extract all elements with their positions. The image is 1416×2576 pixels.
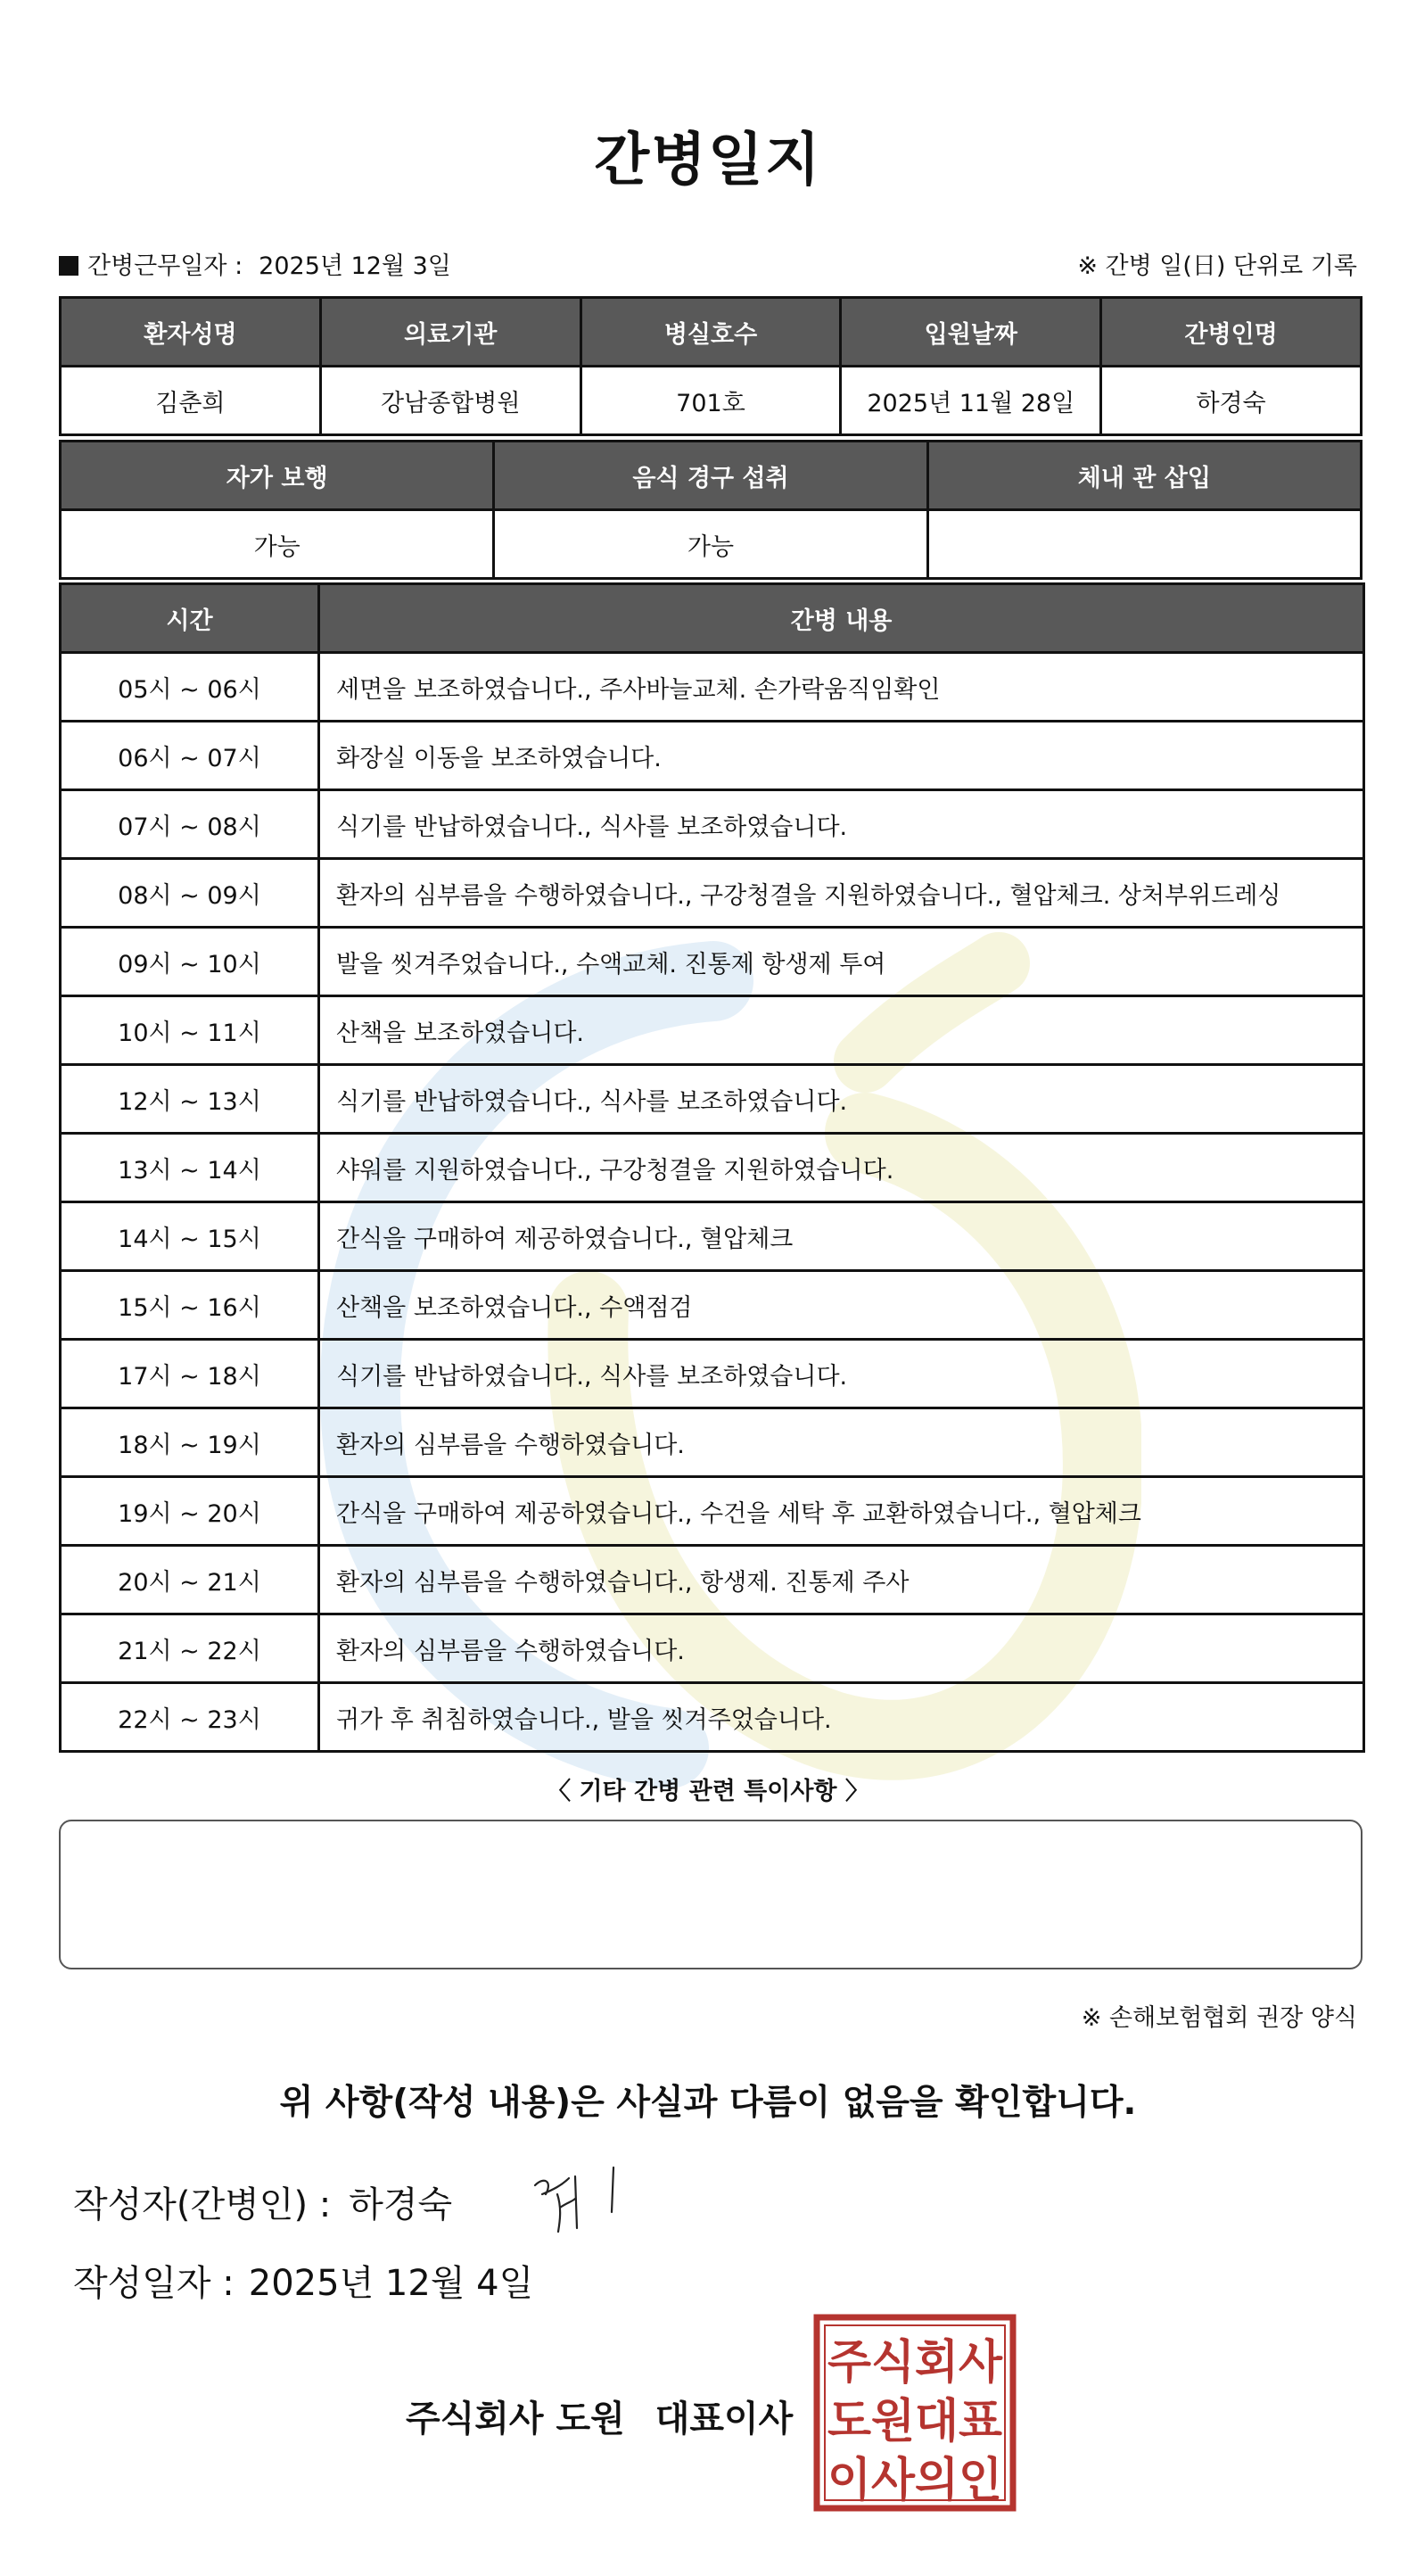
care-log-content: 산책을 보조하였습니다., 수액점검: [319, 1271, 1364, 1340]
care-log-row: [61, 1408, 1364, 1477]
work-date-label: 간병근무일자 :: [87, 252, 243, 280]
work-date: [59, 246, 451, 281]
care-log-time: 14시 ~ 15시: [61, 1202, 319, 1271]
document-title: 간병일지: [594, 128, 822, 194]
care-log-row: [61, 996, 1364, 1065]
care-log-content: 귀가 후 취침하였습니다., 발을 씻겨주었습니다.: [319, 1683, 1364, 1752]
seal-text-line: 이사의인: [827, 2454, 1002, 2507]
care-log-content: 식기를 반납하였습니다., 식사를 보조하였습니다.: [319, 1065, 1364, 1134]
care-log-time: 22시 ~ 23시: [61, 1683, 319, 1752]
care-log-time: 09시 ~ 10시: [61, 928, 319, 996]
care-log-content: 환자의 심부름을 수행하였습니다., 구강청결을 지원하였습니다., 혈압체크. 상처부위드레싱: [319, 859, 1364, 928]
header-care-content: 간병 내용: [319, 584, 1364, 653]
written-date-label: 작성일자 :: [73, 2263, 235, 2304]
record-unit-note: ※ 간병 일(日) 단위로 기록: [1077, 252, 1357, 280]
care-log-row: [61, 928, 1364, 996]
form-note: ※ 손해보험협회 권장 양식: [1081, 2004, 1357, 2032]
company-line: [406, 2390, 793, 2441]
care-log-content: 발을 씻겨주었습니다., 수액교체. 진통제 항생제 투여: [319, 928, 1364, 996]
care-log-row: [61, 1340, 1364, 1408]
care-log-content: 환자의 심부름을 수행하였습니다., 항생제. 진통제 주사: [319, 1546, 1364, 1614]
company-role: 대표이사: [654, 2398, 794, 2440]
care-log-time: 20시 ~ 21시: [61, 1546, 319, 1614]
patient-name: 김춘희: [61, 367, 321, 435]
care-log-row: [61, 1202, 1364, 1271]
care-log-body: [61, 653, 1364, 1752]
header-tube-insertion: 체내 관 삽입: [927, 442, 1361, 510]
care-log-row: [61, 1271, 1364, 1340]
patient-info-header-row: [61, 298, 1362, 367]
company-seal-icon: [813, 2314, 1017, 2512]
self-walking-value: 가능: [61, 510, 494, 579]
handwritten-signature-icon: [526, 2159, 642, 2239]
author-line: [73, 2176, 452, 2227]
black-square-icon: [59, 256, 78, 276]
care-log-content: 샤워를 지원하였습니다., 구강청결을 지원하였습니다.: [319, 1134, 1364, 1202]
care-log-time: 17시 ~ 18시: [61, 1340, 319, 1408]
header-self-walking: 자가 보행: [61, 442, 494, 510]
care-log-content: 산책을 보조하였습니다.: [319, 996, 1364, 1065]
work-date-value: 2025년 12월 3일: [259, 252, 451, 280]
care-log-time: 15시 ~ 16시: [61, 1271, 319, 1340]
author-label: 작성자(간병인) :: [73, 2184, 332, 2225]
care-log-content: 환자의 심부름을 수행하였습니다.: [319, 1614, 1364, 1683]
care-log-table: [59, 582, 1365, 1753]
header-room-number: 병실호수: [580, 298, 841, 367]
patient-info-table: [59, 296, 1362, 436]
author-name: 하경숙: [349, 2184, 453, 2225]
care-log-content: 세면을 보조하였습니다., 주사바늘교체. 손가락움직임확인: [319, 653, 1364, 722]
remarks-title: 〈 기타 간병 관련 특이사항 〉: [547, 1778, 869, 1805]
care-log-content: 식기를 반납하였습니다., 식사를 보조하였습니다.: [319, 790, 1364, 859]
care-log-time: 10시 ~ 11시: [61, 996, 319, 1065]
patient-status-header-row: [61, 442, 1362, 510]
care-log-time: 21시 ~ 22시: [61, 1614, 319, 1683]
tube-insertion-value: [927, 510, 1361, 579]
care-log-row: [61, 1614, 1364, 1683]
seal-text-line: 도원대표: [827, 2395, 1002, 2448]
hospital-name: 강남종합병원: [320, 367, 580, 435]
remarks-box: [59, 1820, 1362, 1969]
care-log-row: [61, 1477, 1364, 1546]
care-log-content: 화장실 이동을 보조하였습니다.: [319, 722, 1364, 790]
header-time: 시간: [61, 584, 319, 653]
caregiver-name: 하경숙: [1101, 367, 1362, 435]
care-log-row: [61, 722, 1364, 790]
care-log-row: [61, 1065, 1364, 1134]
care-log-time: 08시 ~ 09시: [61, 859, 319, 928]
header-caregiver-name: 간병인명: [1101, 298, 1362, 367]
care-log-time: 12시 ~ 13시: [61, 1065, 319, 1134]
care-log-content: 간식을 구매하여 제공하였습니다., 수건을 세탁 후 교환하였습니다., 혈압체크: [319, 1477, 1364, 1546]
seal-text-line: 주식회사: [827, 2336, 1003, 2390]
care-log-row: [61, 1546, 1364, 1614]
patient-status-value-row: [61, 510, 1362, 579]
written-date-line: [73, 2255, 533, 2306]
care-log-time: 19시 ~ 20시: [61, 1477, 319, 1546]
header-hospital: 의료기관: [320, 298, 580, 367]
oral-intake-value: 가능: [494, 510, 927, 579]
care-log-content: 환자의 심부름을 수행하였습니다.: [319, 1408, 1364, 1477]
written-date-value: 2025년 12월 4일: [248, 2263, 534, 2304]
care-log-time: 18시 ~ 19시: [61, 1408, 319, 1477]
care-log-time: 07시 ~ 08시: [61, 790, 319, 859]
header-admission-date: 입원날짜: [841, 298, 1101, 367]
room-number: 701호: [580, 367, 841, 435]
care-log-header-row: [61, 584, 1364, 653]
patient-info-value-row: [61, 367, 1362, 435]
care-log-row: [61, 653, 1364, 722]
care-log-row: [61, 859, 1364, 928]
care-log-row: [61, 790, 1364, 859]
care-log-time: 13시 ~ 14시: [61, 1134, 319, 1202]
care-log-content: 식기를 반납하였습니다., 식사를 보조하였습니다.: [319, 1340, 1364, 1408]
admission-date: 2025년 11월 28일: [841, 367, 1101, 435]
care-log-row: [61, 1683, 1364, 1752]
company-name: 주식회사 도원: [406, 2398, 625, 2440]
header-oral-intake: 음식 경구 섭취: [494, 442, 927, 510]
header-patient-name: 환자성명: [61, 298, 321, 367]
patient-status-table: [59, 440, 1362, 580]
care-log-time: 05시 ~ 06시: [61, 653, 319, 722]
care-log-row: [61, 1134, 1364, 1202]
confirmation-statement: 위 사항(작성 내용)은 사실과 다름이 없음을 확인합니다.: [279, 2083, 1137, 2123]
care-log-content: 간식을 구매하여 제공하였습니다., 혈압체크: [319, 1202, 1364, 1271]
care-log-time: 06시 ~ 07시: [61, 722, 319, 790]
